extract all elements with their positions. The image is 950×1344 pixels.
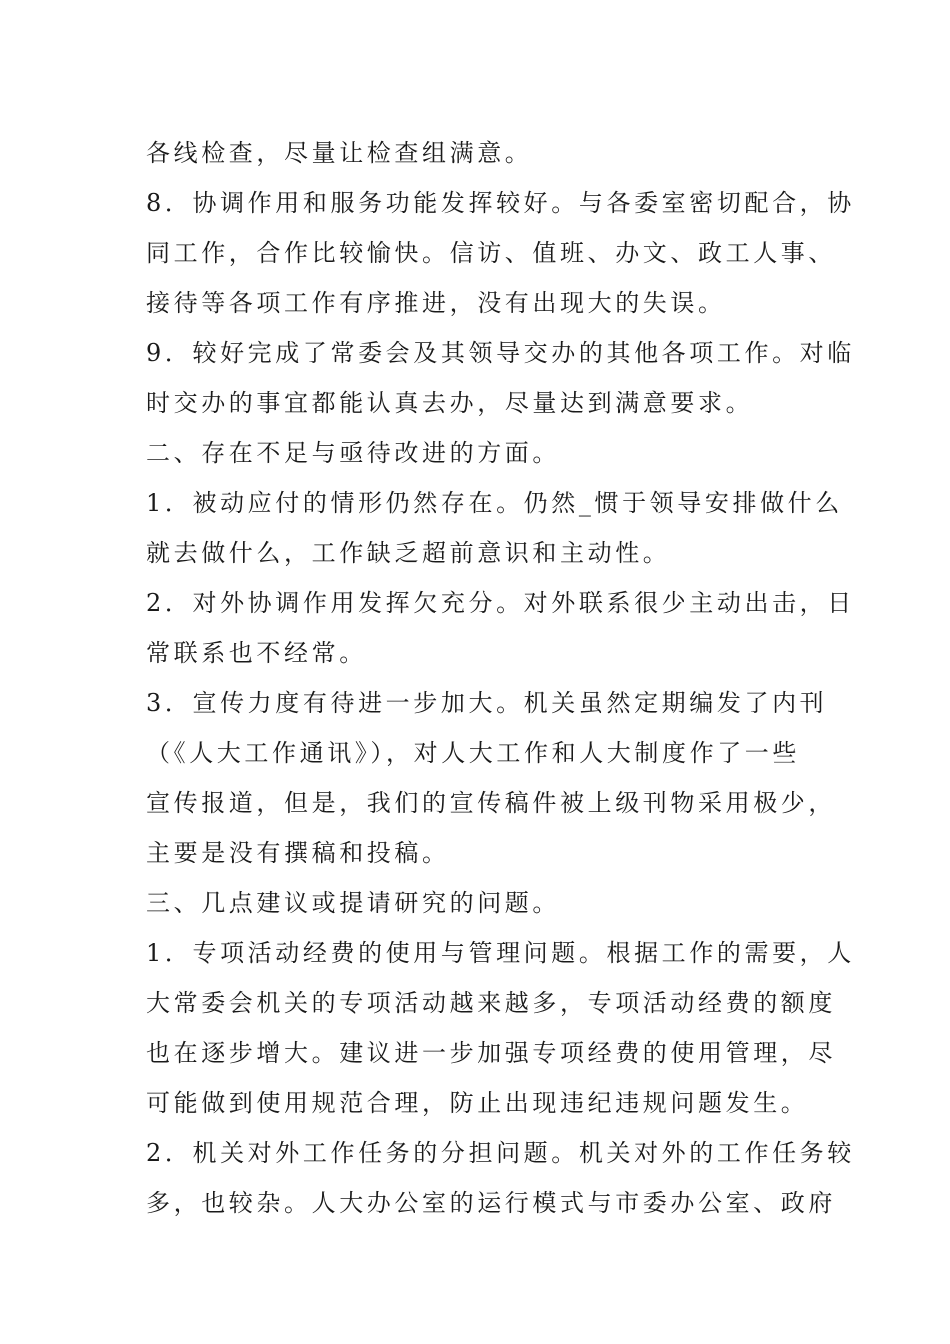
text-line: 宣传报道，但是，我们的宣传稿件被上级刊物采用极少， — [146, 789, 836, 817]
text-line: 大常委会机关的专项活动越来越多，专项活动经费的额度 — [146, 989, 836, 1017]
text-line: 常联系也不经常。 — [146, 639, 367, 667]
text-line: 时交办的事宜都能认真去办，尽量达到满意要求。 — [146, 389, 754, 417]
text-line: （《人大工作通讯》），对人大工作和人大制度作了一些 — [146, 739, 800, 767]
text-line: 主要是没有撰稿和投稿。 — [146, 839, 450, 867]
text-line: 可能做到使用规范合理，防止出现违纪违规问题发生。 — [146, 1089, 809, 1117]
text-line: 3．宣传力度有待进一步加大。机关虽然定期编发了内刊 — [146, 689, 828, 717]
text-line: 2．对外协调作用发挥欠充分。对外联系很少主动出击，日 — [146, 589, 855, 617]
document-body — [146, 128, 855, 1228]
text-line: 1．被动应付的情形仍然存在。仍然_惯于领导安排做什么 — [146, 489, 843, 517]
text-line: 也在逐步增大。建议进一步加强专项经费的使用管理，尽 — [146, 1039, 836, 1067]
section-heading: 二、存在不足与亟待改进的方面。 — [146, 439, 560, 467]
section-heading: 三、几点建议或提请研究的问题。 — [146, 889, 560, 917]
text-line: 1．专项活动经费的使用与管理问题。根据工作的需要，人 — [146, 939, 855, 967]
text-line: 接待等各项工作有序推进，没有出现大的失误。 — [146, 289, 726, 317]
text-line: 多，也较杂。人大办公室的运行模式与市委办公室、政府 — [146, 1189, 836, 1217]
text-line: 就去做什么，工作缺乏超前意识和主动性。 — [146, 539, 671, 567]
text-line: 2．机关对外工作任务的分担问题。机关对外的工作任务较 — [146, 1139, 855, 1167]
text-line: 9．较好完成了常委会及其领导交办的其他各项工作。对临 — [146, 339, 855, 367]
text-line: 同工作，合作比较愉快。信访、值班、办文、政工人事、 — [146, 239, 836, 267]
text-line: 各线检查，尽量让检查组满意。 — [146, 139, 533, 167]
text-line: 8．协调作用和服务功能发挥较好。与各委室密切配合，协 — [146, 189, 855, 217]
